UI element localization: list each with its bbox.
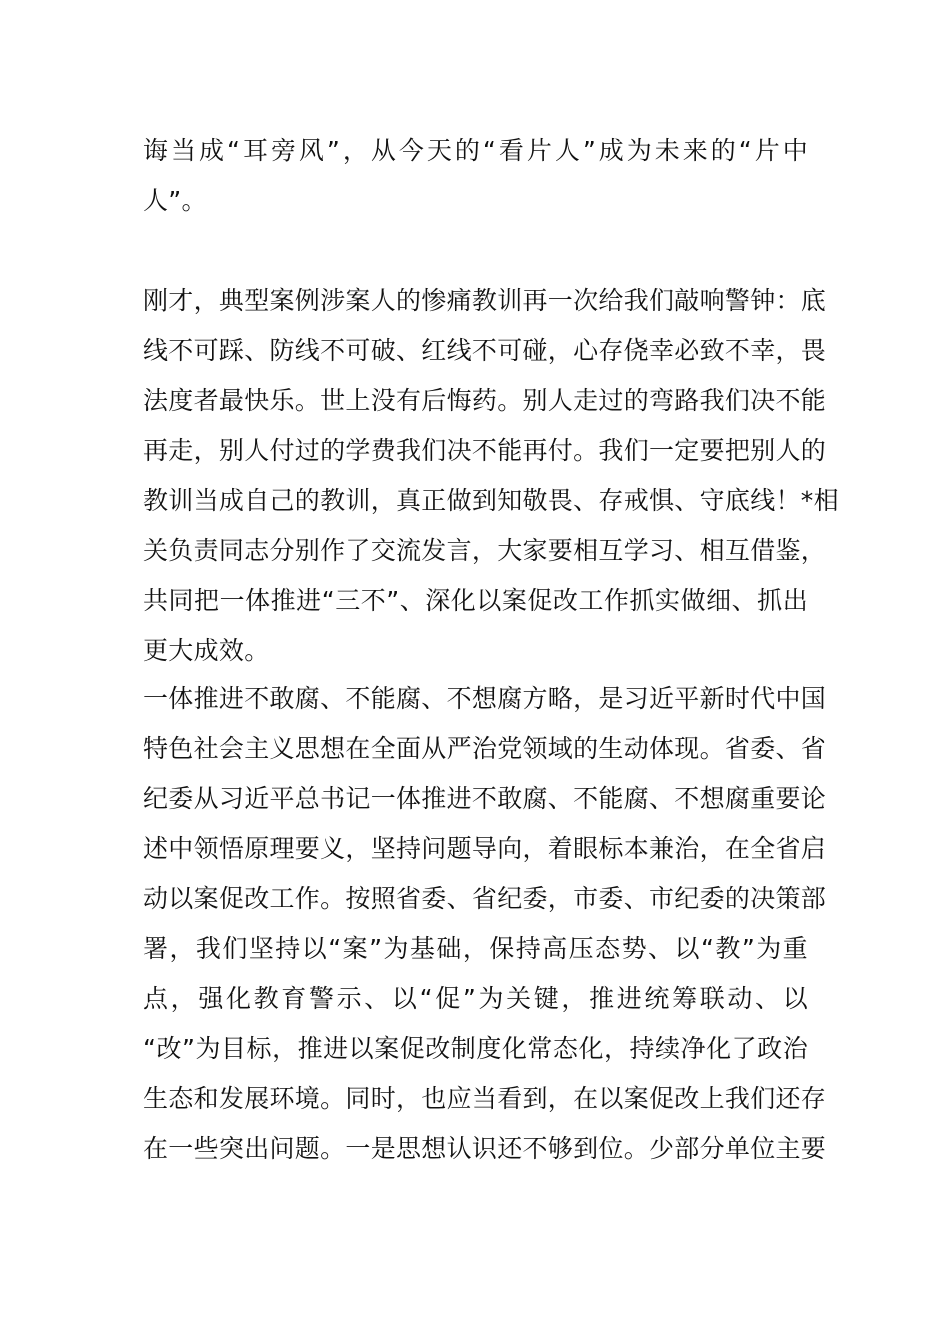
paragraph-1-line-1: 诲当成“耳旁风”，从今天的“看片人”成为未来的“片中 — [143, 136, 808, 165]
paragraph-3-line-6: 署，我们坚持以“案”为基础，保持高压态势、以“教”为重 — [143, 934, 808, 963]
paragraph-1-line-2: 人”。 — [143, 186, 207, 215]
paragraph-3-line-1: 一体推进不敢腐、不能腐、不想腐方略，是习近平新时代中国 — [143, 684, 827, 713]
paragraph-3-line-10: 在一些突出问题。一是思想认识还不够到位。少部分单位主要 — [143, 1134, 827, 1163]
paragraph-3-line-2: 特色社会主义思想在全面从严治党领域的生动体现。省委、省 — [143, 734, 827, 763]
paragraph-3-line-7: 点，强化教育警示、以“促”为关键，推进统筹联动、以 — [143, 984, 808, 1013]
paragraph-2-line-1: 刚才，典型案例涉案人的惨痛教训再一次给我们敲响警钟：底 — [143, 286, 827, 315]
paragraph-2-line-3: 法度者最快乐。世上没有后悔药。别人走过的弯路我们决不能 — [143, 386, 827, 415]
paragraph-2-line-8: 更大成效。 — [143, 636, 270, 665]
paragraph-3-line-9: 生态和发展环境。同时，也应当看到，在以案促改上我们还存 — [143, 1084, 827, 1113]
paragraph-3 — [143, 674, 827, 1174]
paragraph-3-line-8: “改”为目标，推进以案促改制度化常态化，持续净化了政治 — [143, 1034, 808, 1063]
paragraph-3-line-4: 述中领悟原理要义，坚持问题导向，着眼标本兼治，在全省启 — [143, 834, 827, 863]
paragraph-2 — [143, 276, 839, 676]
paragraph-1 — [143, 126, 808, 226]
paragraph-2-line-5: 教训当成自己的教训，真正做到知敬畏、存戒惧、守底线！*相 — [143, 486, 839, 515]
paragraph-3-line-3: 纪委从习近平总书记一体推进不敢腐、不能腐、不想腐重要论 — [143, 784, 827, 813]
paragraph-2-line-7: 共同把一体推进“三不”、深化以案促改工作抓实做细、抓出 — [143, 586, 808, 615]
paragraph-3-line-5: 动以案促改工作。按照省委、省纪委，市委、市纪委的决策部 — [143, 884, 827, 913]
paragraph-2-line-6: 关负责同志分别作了交流发言，大家要相互学习、相互借鉴， — [143, 536, 827, 565]
paragraph-2-line-4: 再走，别人付过的学费我们决不能再付。我们一定要把别人的 — [143, 436, 827, 465]
paragraph-2-line-2: 线不可踩、防线不可破、红线不可碰，心存侥幸必致不幸，畏 — [143, 336, 827, 365]
